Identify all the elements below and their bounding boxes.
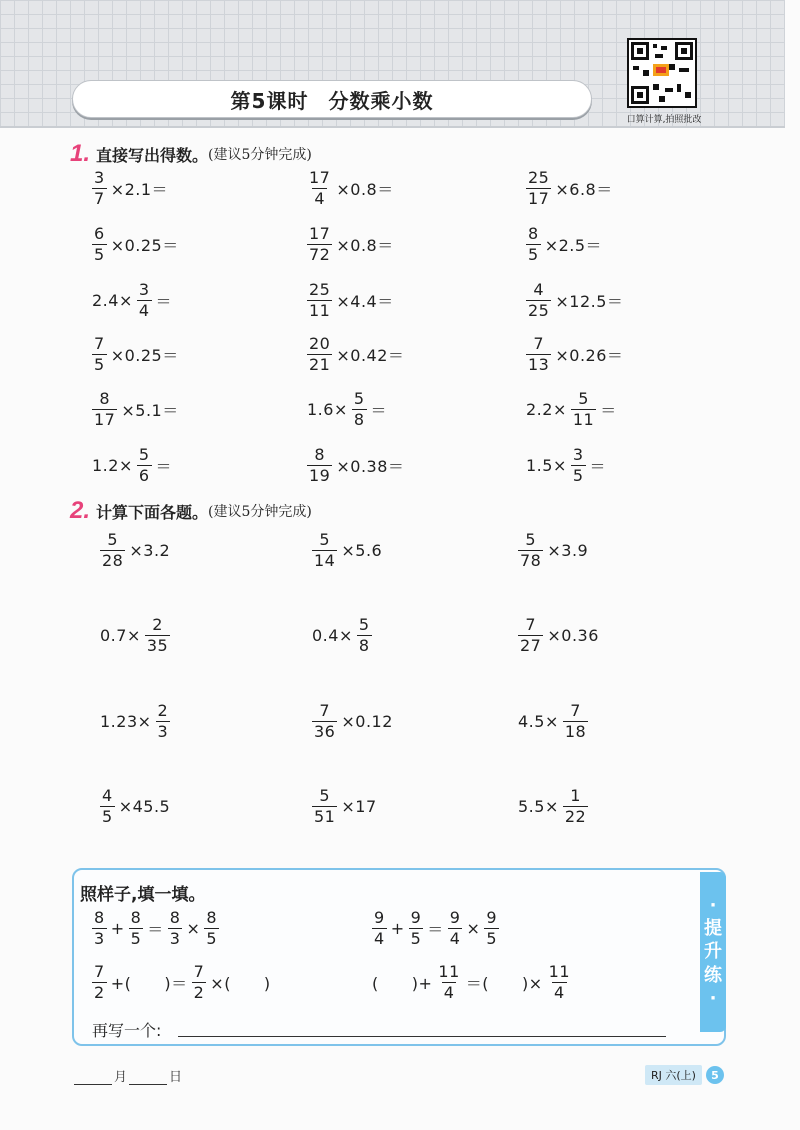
s1-expr-a2: $\frac{6}{5}$ ×0.25＝: [94, 224, 179, 264]
section2-number: 2.: [70, 497, 91, 524]
fill-in-2-blank-a[interactable]: ( )+: [372, 974, 433, 993]
section1-title: 直接写出得数。: [96, 145, 209, 165]
s2-expr-a1: $\frac{5}{28}$ ×3.2: [102, 530, 171, 570]
s2-expr-a2: 0.7× $\frac{2}{35}$: [100, 615, 169, 655]
fill-in-1: $\frac{7}{2}$ +( )＝ $\frac{7}{2}$ ×( ): [94, 962, 271, 1002]
s2-expr-b4: $\frac{5}{51}$ ×17: [314, 786, 377, 826]
section1-heading: [70, 140, 312, 168]
s1-expr-a5: $\frac{8}{17}$ ×5.1＝: [94, 389, 179, 429]
fill-in-1-blanks-b[interactable]: ×( ): [210, 974, 271, 993]
s1-expr-c1: $\frac{25}{17}$ ×6.8＝: [528, 168, 613, 208]
s2-expr-b3: $\frac{7}{36}$ ×0.12: [314, 701, 393, 741]
s1-expr-a6: 1.2× $\frac{5}{6}$ ＝: [92, 445, 173, 485]
s1-expr-c5: 2.2× $\frac{5}{11}$ ＝: [526, 389, 617, 429]
s1-expr-c2: $\frac{8}{5}$ ×2.5＝: [528, 224, 603, 264]
s2-expr-c3: 4.5× $\frac{7}{18}$: [518, 701, 587, 741]
date-field[interactable]: 月 日: [72, 1066, 182, 1085]
extension-tab: · 提 升 练 ·: [700, 872, 726, 1032]
s1-expr-b5: 1.6× $\frac{5}{8}$ ＝: [307, 389, 388, 429]
qr-caption: 口算计算,拍照批改: [626, 115, 702, 125]
section2-heading: [70, 497, 312, 525]
lesson-number: 第5课时: [230, 88, 309, 113]
s1-expr-c3: $\frac{4}{25}$ ×12.5＝: [528, 280, 624, 320]
page-info: [645, 1065, 724, 1085]
fill-in-2: ( )+ $\frac{11}{4}$ ＝( )× $\frac{11}{4}$: [372, 962, 571, 1002]
section2-title: 计算下面各题。: [96, 502, 209, 522]
s1-expr-a3: 2.4× $\frac{3}{4}$ ＝: [92, 280, 173, 320]
lesson-topic: 分数乘小数: [328, 88, 434, 113]
s1-expr-b1: $\frac{17}{4}$ ×0.8＝: [309, 168, 394, 208]
fill-in-2-blank-b[interactable]: ＝( )×: [465, 974, 543, 993]
s2-expr-c2: $\frac{7}{27}$ ×0.36: [520, 615, 599, 655]
s2-expr-b2: 0.4× $\frac{5}{8}$: [312, 615, 370, 655]
fill-in-1-blanks-a[interactable]: +( )＝: [110, 974, 188, 993]
s1-expr-b6: $\frac{8}{19}$ ×0.38＝: [309, 445, 405, 485]
s2-expr-c4: 5.5× $\frac{1}{22}$: [518, 786, 587, 826]
s1-expr-b4: $\frac{20}{21}$ ×0.42＝: [309, 334, 405, 374]
extension-title: 照样子,填一填。: [80, 885, 206, 905]
s1-expr-c4: $\frac{7}{13}$ ×0.26＝: [528, 334, 624, 374]
s1-expr-a1: $\frac{3}{7}$ ×2.1＝: [94, 168, 169, 208]
lesson-title: [72, 80, 592, 118]
s1-expr-c6: 1.5× $\frac{3}{5}$ ＝: [526, 445, 607, 485]
s1-expr-b3: $\frac{25}{11}$ ×4.4＝: [309, 280, 394, 320]
write-another-line[interactable]: [178, 1036, 666, 1037]
s2-expr-a3: 1.23× $\frac{2}{3}$: [100, 701, 169, 741]
grade-badge: RJ 六(上): [645, 1065, 702, 1085]
qr-code-icon[interactable]: [627, 38, 697, 108]
s2-expr-c1: $\frac{5}{78}$ ×3.9: [520, 530, 589, 570]
section1-number: 1.: [70, 140, 91, 167]
s2-expr-b1: $\frac{5}{14}$ ×5.6: [314, 530, 383, 570]
s2-expr-a4: $\frac{4}{5}$ ×45.5: [102, 786, 171, 826]
s1-expr-a4: $\frac{7}{5}$ ×0.25＝: [94, 334, 179, 374]
section2-note: (建议5分钟完成): [208, 504, 312, 520]
write-another-label: 再写一个:: [92, 1021, 162, 1040]
s1-expr-b2: $\frac{17}{72}$ ×0.8＝: [309, 224, 394, 264]
example-2: $\frac{9}{4}$ + $\frac{9}{5}$ ＝ $\frac{9}{4}$ × $\frac{9}{5}$: [374, 908, 498, 948]
section1-note: (建议5分钟完成): [208, 147, 312, 163]
page-number: 5: [706, 1066, 724, 1084]
example-1: $\frac{8}{3}$ + $\frac{8}{5}$ ＝ $\frac{8}{3}$ × $\frac{8}{5}$: [94, 908, 218, 948]
